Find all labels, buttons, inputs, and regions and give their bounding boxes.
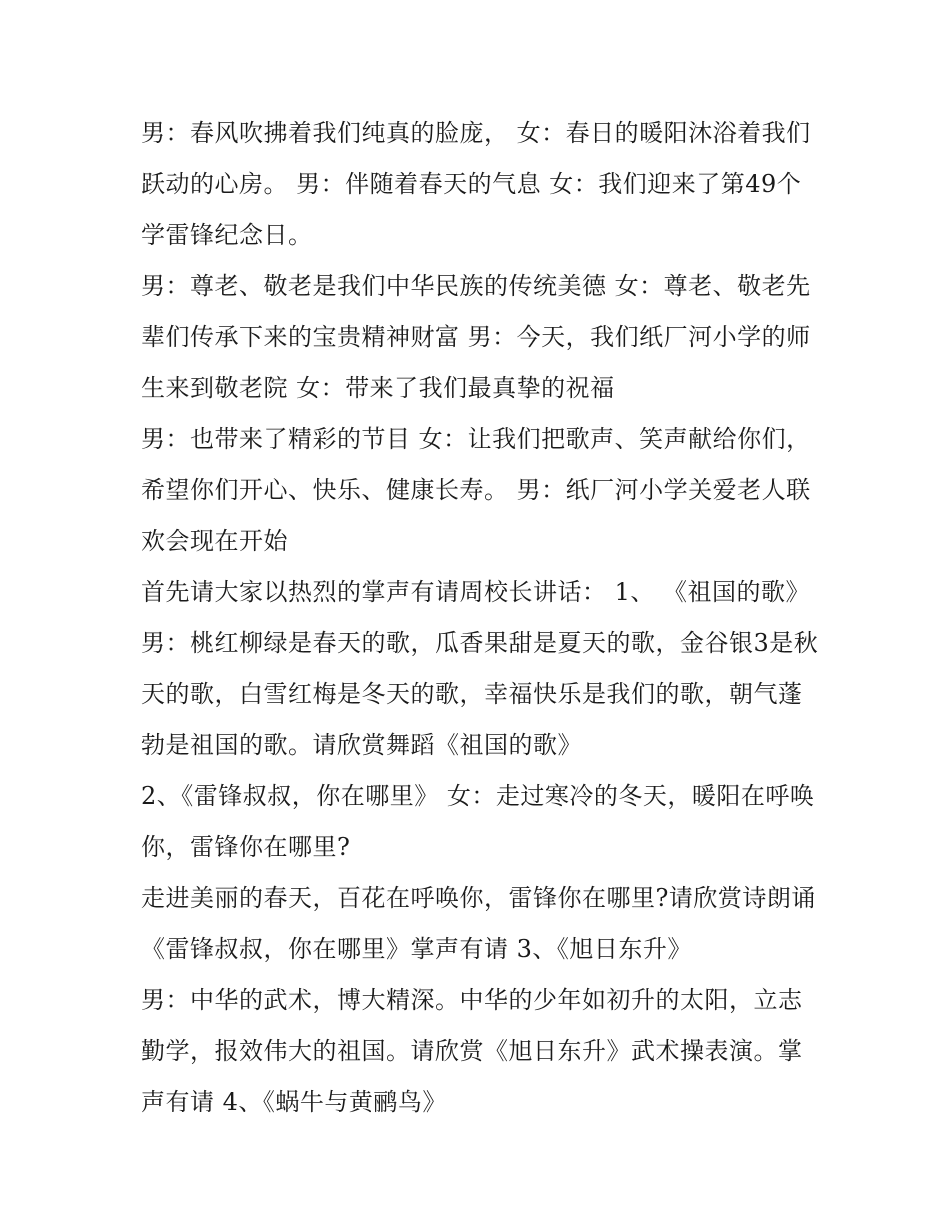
paragraph-respect-elders: 男：尊老、敬老是我们中华民族的传统美德 女：尊老、敬老先辈们传承下来的宝贵精神财富 男：今天，我们纸厂河小学的师生来到敬老院 女：带来了我们最真挚的祝福 (141, 272, 811, 402)
paragraph-motherland-song: 男：桃红柳绿是春天的歌，瓜香果甜是夏天的歌，金谷银3是秋天的歌，白雪红梅是冬天的歌，幸福快乐是我们的歌，朝气蓬勃是祖国的歌。请欣赏舞蹈《祖国的歌》 (141, 629, 819, 759)
paragraph-program-start: 男：也带来了精彩的节目 女：让我们把歌声、笑声献给你们，希望你们开心、快乐、健康长寿。 男：纸厂河小学关爱老人联欢会现在开始 (141, 425, 811, 555)
paragraph-martial-arts: 男：中华的武术，博大精深。中华的少年如初升的太阳，立志勤学，报效伟大的祖国。请欣赏《旭日东升》武术操表演。掌声有请 4、《蜗牛与黄鹂鸟》 (141, 986, 803, 1116)
document-body (141, 108, 821, 1128)
paragraph-lei-feng-title: 2、《雷锋叔叔，你在哪里》 女：走过寒冷的冬天，暖阳在呼唤你，雷锋你在哪里? (141, 782, 815, 861)
paragraph-lei-feng-poem: 走进美丽的春天，百花在呼唤你，雷锋你在哪里?请欣赏诗朗诵《雷锋叔叔，你在哪里》掌声有请 3、《旭日东升》 (141, 884, 816, 963)
paragraph-opening-lines: 男：春风吹拂着我们纯真的脸庞， 女：春日的暖阳沐浴着我们跃动的心房。 男：伴随着春天的气息 女：我们迎来了第49个学雷锋纪念日。 (141, 119, 811, 249)
paragraph-principal-speech: 首先请大家以热烈的掌声有请周校长讲话： 1、 《祖国的歌》 (141, 578, 811, 606)
